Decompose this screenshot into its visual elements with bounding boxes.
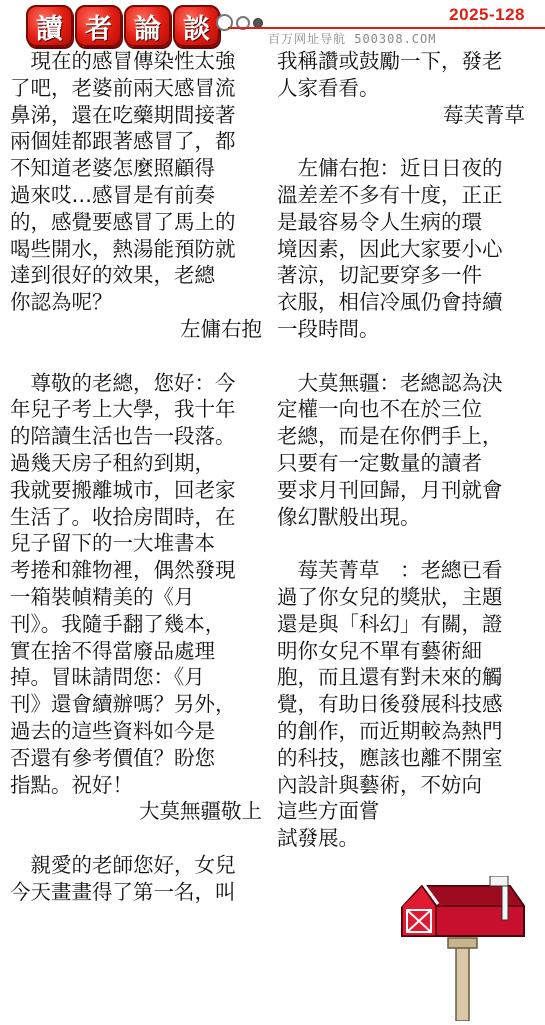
text-line: 過了你女兒的獎狀，主題 bbox=[277, 584, 503, 609]
paragraph-gap bbox=[277, 128, 525, 155]
text-line: 過來哎…感冒是有前奏 bbox=[10, 182, 215, 207]
text-line: 的科技，應該也離不開室 bbox=[277, 745, 503, 770]
paragraph-gap bbox=[10, 825, 262, 852]
text-line: 的陪讀生活也告一段落。 bbox=[10, 424, 236, 449]
text-line: 過去的這些資料如今是 bbox=[10, 718, 215, 743]
text-line: 你認為呢？ bbox=[10, 290, 113, 315]
text-line: 兒子留下的一大堆書本 bbox=[10, 531, 215, 556]
text-line: 考捲和雜物裡，偶然發現 bbox=[10, 558, 236, 583]
left-column bbox=[10, 48, 262, 906]
text-line: 刊》。我隨手翻了幾本， bbox=[10, 611, 226, 636]
text-line: 否還有參考價值？盼您 bbox=[10, 745, 215, 770]
text-line: 年兒子考上大學，我十年 bbox=[10, 397, 236, 422]
text-line: 境因素，因此大家要小心 bbox=[277, 236, 503, 261]
text-line: 今天畫畫得了第一名，叫 bbox=[10, 879, 236, 904]
text-line: 溫差差不多有十度，正正 bbox=[277, 182, 503, 207]
section-title bbox=[26, 5, 220, 45]
signature-line: 左傭右抱 bbox=[180, 316, 262, 341]
text-line: 親愛的老師您好，女兒 bbox=[10, 852, 236, 877]
title-char-3: 論 bbox=[124, 5, 171, 47]
text-line: 的創作，而近期較為熱門 bbox=[277, 718, 503, 743]
text-line: 尊敬的老總，您好：今 bbox=[10, 370, 236, 395]
text-line: 明你女兒不單有藝術細 bbox=[277, 638, 482, 663]
text-line: 過幾天房子租約到期， bbox=[10, 450, 215, 475]
circle-icon bbox=[253, 18, 263, 28]
text-line: 實在捨不得當廢品處理 bbox=[10, 638, 215, 663]
paragraph-gap bbox=[10, 343, 262, 370]
text-line: 鼻涕，還在吃藥期間接著 bbox=[10, 102, 236, 127]
text-line: 內設計與藝術，不妨向 bbox=[277, 772, 482, 797]
text-line: 我就要搬離城市，回老家 bbox=[10, 477, 236, 502]
text-line: 覺，有助日後發展科技感 bbox=[277, 692, 503, 717]
text-line: 還是與「科幻」有關，證 bbox=[277, 611, 503, 636]
text-line: 一箱裝幀精美的《月 bbox=[10, 584, 195, 609]
text-line: 生活了。收拾房間時，在 bbox=[10, 504, 236, 529]
text-line: 人家看看。 bbox=[277, 75, 380, 100]
header bbox=[0, 0, 545, 46]
text-line: 的，感覺要感冒了馬上的 bbox=[10, 209, 236, 234]
paragraph-gap bbox=[277, 530, 525, 557]
header-divider bbox=[228, 27, 545, 29]
text-line: 著涼，切記要穿多一件 bbox=[277, 263, 482, 288]
text-line: 了吧，老婆前兩天感冒流 bbox=[10, 75, 236, 100]
text-line: 兩個娃都跟著感冒了，都 bbox=[10, 129, 236, 154]
title-char-1: 讀 bbox=[26, 5, 73, 47]
text-line: 只要有一定數量的讀者 bbox=[277, 450, 482, 475]
text-line: 這些方面嘗 bbox=[277, 799, 380, 824]
signature-line: 大莫無疆敬上 bbox=[139, 799, 262, 824]
text-line: 胞，而且還有對未來的觸 bbox=[277, 665, 503, 690]
title-char-2: 者 bbox=[75, 5, 122, 47]
paragraph-gap bbox=[277, 343, 525, 370]
text-line: 喝些開水，熱湯能預防就 bbox=[10, 236, 236, 261]
text-line: 我稱讚或鼓勵一下，發老 bbox=[277, 49, 503, 73]
signature-line: 莓芙菁草 bbox=[443, 102, 525, 127]
text-line: 刊》還會續辦嗎？另外， bbox=[10, 692, 236, 717]
text-line: 達到很好的效果，老總 bbox=[10, 263, 215, 288]
text-line: 定權一向也不在於三位 bbox=[277, 397, 482, 422]
text-line: 掉。冒昧請問您：《月 bbox=[10, 665, 205, 690]
text-line: 大莫無疆：老總認為決 bbox=[277, 370, 503, 395]
right-column bbox=[277, 48, 525, 852]
text-line: 試發展。 bbox=[277, 826, 359, 851]
text-line: 莓芙菁草 ：老總已看 bbox=[277, 558, 503, 583]
text-line: 衣服，相信冷風仍會持續 bbox=[277, 290, 503, 315]
mailbox-icon bbox=[398, 876, 545, 1021]
issue-number: 2025-128 bbox=[449, 5, 525, 24]
text-line: 現在的感冒傳染性太強 bbox=[10, 49, 236, 73]
text-line: 老總，而是在你們手上， bbox=[277, 424, 503, 449]
text-line: 不知道老婆怎麼照顧得 bbox=[10, 156, 215, 181]
text-line: 一段時間。 bbox=[277, 316, 380, 341]
text-line: 像幻獸般出現。 bbox=[277, 504, 421, 529]
text-line: 左傭右抱：近日日夜的 bbox=[277, 156, 503, 181]
text-line: 是最容易令人生病的環 bbox=[277, 209, 482, 234]
text-line: 要求月刊回歸，月刊就會 bbox=[277, 477, 503, 502]
title-char-4: 談 bbox=[173, 5, 220, 47]
text-line: 指點。祝好！ bbox=[10, 772, 133, 797]
watermark: 百万网址导航 500308.COM bbox=[268, 32, 437, 46]
